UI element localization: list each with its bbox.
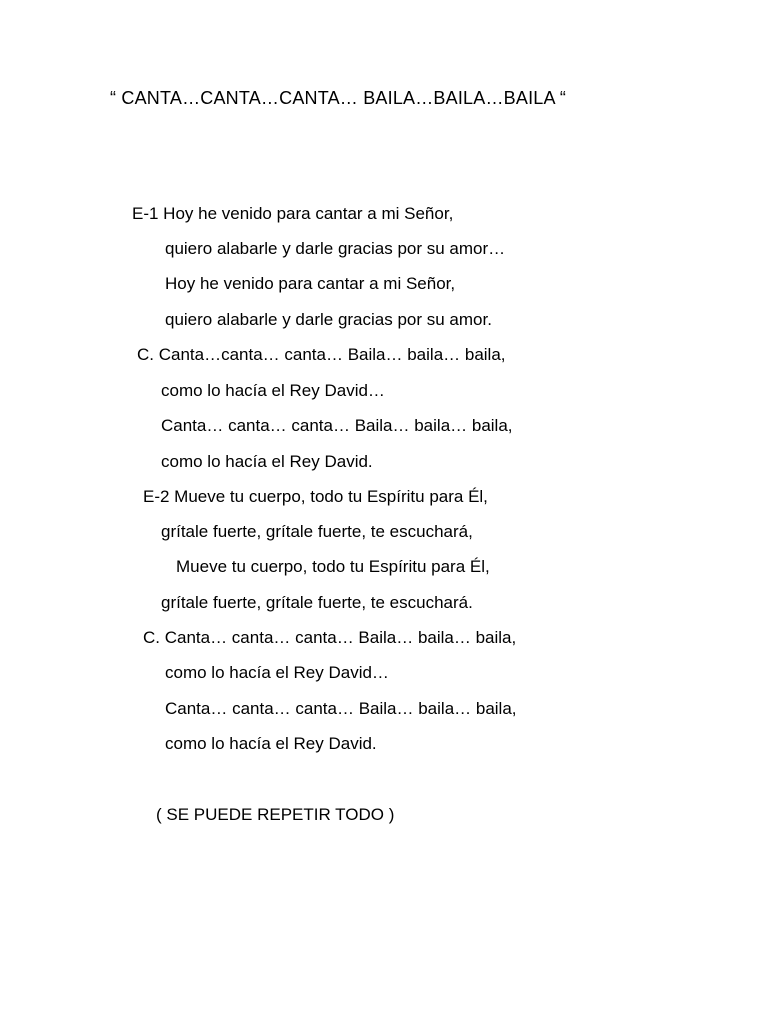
lyric-line: Canta… canta… canta… Baila… baila… baila, [161,416,513,435]
lyric-line: C. Canta…canta… canta… Baila… baila… baila, [137,345,506,364]
lyric-line: E-1 Hoy he venido para cantar a mi Señor, [132,204,454,223]
lyric-line: como lo hacía el Rey David… [161,381,385,400]
lyric-line: grítale fuerte, grítale fuerte, te escuchará. [161,593,473,612]
lyric-line: como lo hacía el Rey David… [165,663,389,682]
lyric-line: C. Canta… canta… canta… Baila… baila… baila, [143,628,517,647]
lyric-line: Mueve tu cuerpo, todo tu Espíritu para Él, [176,557,490,576]
lyric-line: Canta… canta… canta… Baila… baila… baila, [165,699,517,718]
lyric-line: como lo hacía el Rey David. [161,452,373,471]
lyric-line: quiero alabarle y darle gracias por su amor… [165,239,506,258]
lyric-line: como lo hacía el Rey David. [165,734,377,753]
lyric-line: E-2 Mueve tu cuerpo, todo tu Espíritu para Él, [143,487,488,506]
lyric-line: quiero alabarle y darle gracias por su amor. [165,310,492,329]
repeat-note: ( SE PUEDE REPETIR TODO ) [156,805,395,824]
lyric-line: grítale fuerte, grítale fuerte, te escuchará, [161,522,473,541]
lyric-line: Hoy he venido para cantar a mi Señor, [165,274,456,293]
song-title: “ CANTA…CANTA…CANTA… BAILA…BAILA…BAILA “ [110,88,567,108]
